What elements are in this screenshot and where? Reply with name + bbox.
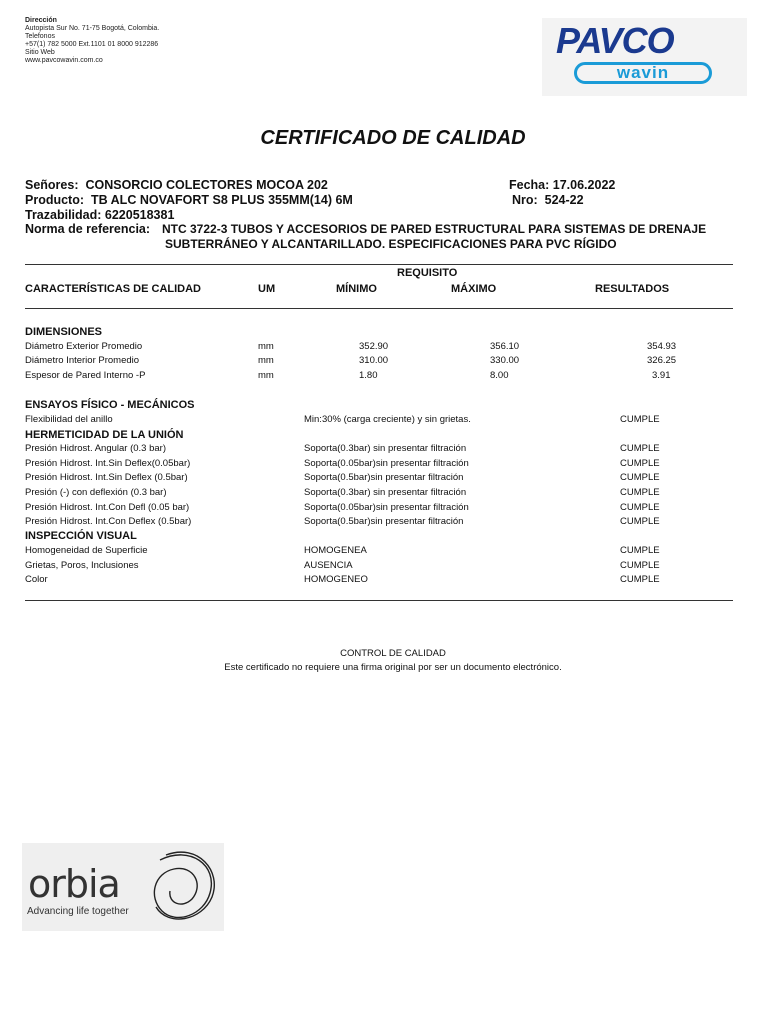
row-result: CUMPLE xyxy=(620,502,660,513)
row-requirement: Soporta(0.5bar)sin presentar filtración xyxy=(304,516,464,527)
row-name: Flexibilidad del anillo xyxy=(25,414,113,425)
row-name: Presión Hidrost. Int.Sin Deflex (0.5bar) xyxy=(25,472,188,483)
row-name: Espesor de Pared Interno -P xyxy=(25,370,146,381)
row-max: 356.10 xyxy=(490,341,520,352)
col-maximo: MÁXIMO xyxy=(451,283,497,295)
row-max: 8.00 xyxy=(490,370,509,381)
table-row xyxy=(0,545,768,559)
nro-label: Nro: xyxy=(512,193,538,207)
row-result: 354.93 xyxy=(647,341,677,352)
row-um: mm xyxy=(258,355,274,366)
row-max: 330.00 xyxy=(490,355,520,366)
trazabilidad-line xyxy=(25,208,174,222)
row-result: CUMPLE xyxy=(620,516,660,527)
row-min: 1.80 xyxy=(359,370,378,381)
quality-control-label: CONTROL DE CALIDAD xyxy=(340,648,446,659)
row-requirement: Min:30% (carga creciente) y sin grietas. xyxy=(304,414,471,425)
row-name: Homogeneidad de Superficie xyxy=(25,545,148,556)
web-label: Sitio Web xyxy=(25,49,55,56)
norma-label: Norma de referencia: xyxy=(25,222,151,236)
section-dimensiones: DIMENSIONES xyxy=(25,326,103,338)
col-minimo: MÍNIMO xyxy=(336,283,377,295)
row-name: Presión Hidrost. Angular (0.3 bar) xyxy=(25,443,166,454)
row-result: CUMPLE xyxy=(620,443,660,454)
orbia-tagline: Advancing life together xyxy=(27,906,129,917)
col-resultados: RESULTADOS xyxy=(595,283,670,295)
producto-label: Producto: xyxy=(25,193,85,207)
row-requirement: Soporta(0.5bar)sin presentar filtración xyxy=(304,472,464,483)
divider-top xyxy=(25,264,733,265)
row-requirement: HOMOGENEA xyxy=(304,545,367,556)
row-result: CUMPLE xyxy=(620,560,660,571)
table-row xyxy=(0,370,768,384)
table-row xyxy=(0,472,768,486)
orbia-logo-text: orbia xyxy=(28,862,120,906)
senores-value: CONSORCIO COLECTORES MOCOA 202 xyxy=(85,178,328,192)
row-requirement: Soporta(0.05bar)sin presentar filtración xyxy=(304,458,469,469)
row-name: Presión Hidrost. Int.Con Deflex (0.5bar) xyxy=(25,516,192,527)
norma-line-1: NTC 3722-3 TUBOS Y ACCESORIOS DE PARED ESTRUCTURAL PARA SISTEMAS DE DRENAJE xyxy=(162,222,707,236)
row-result: CUMPLE xyxy=(620,458,660,469)
table-row xyxy=(0,487,768,501)
web-text: www.pavcowavin.com.co xyxy=(25,57,103,64)
row-requirement: Soporta(0.05bar)sin presentar filtración xyxy=(304,502,469,513)
row-requirement: HOMOGENEO xyxy=(304,574,368,585)
divider-header xyxy=(25,308,733,309)
divider-bottom xyxy=(25,600,733,601)
fecha-value: 17.06.2022 xyxy=(552,178,616,192)
col-requisito: REQUISITO xyxy=(397,267,458,279)
row-name: Presión Hidrost. Int.Con Defl (0.05 bar) xyxy=(25,502,190,513)
table-row xyxy=(0,443,768,457)
row-result: CUMPLE xyxy=(620,472,660,483)
phones-text: +57(1) 782 5000 Ext.1101 01 8000 912286 xyxy=(25,41,159,48)
nro-value: 524-22 xyxy=(544,193,584,207)
wavin-logo-text: wavin xyxy=(616,63,670,82)
row-min: 352.90 xyxy=(359,341,389,352)
table-row xyxy=(0,341,768,355)
row-min: 310.00 xyxy=(359,355,389,366)
table-row xyxy=(0,502,768,516)
electronic-note: Este certificado no requiere una firma original por ser un documento electrónico. xyxy=(224,662,562,673)
producto-value: TB ALC NOVAFORT S8 PLUS 355MM(14) 6M xyxy=(90,193,353,207)
row-name: Presión (-) con deflexión (0.3 bar) xyxy=(25,487,167,498)
row-name: Grietas, Poros, Inclusiones xyxy=(25,560,139,571)
table-row xyxy=(0,414,768,428)
row-um: mm xyxy=(258,370,274,381)
table-row xyxy=(0,355,768,369)
row-result: CUMPLE xyxy=(620,545,660,556)
row-name: Diámetro Interior Promedio xyxy=(25,355,140,366)
row-name: Color xyxy=(25,574,48,585)
row-result: 3.91 xyxy=(652,370,671,381)
col-caracteristicas: CARACTERÍSTICAS DE CALIDAD xyxy=(25,283,201,295)
row-result: CUMPLE xyxy=(620,487,660,498)
trazabilidad-value: 6220518381 xyxy=(104,208,175,222)
row-name: Diámetro Exterior Promedio xyxy=(25,341,143,352)
row-um: mm xyxy=(258,341,274,352)
row-requirement: AUSENCIA xyxy=(304,560,353,571)
norma-line-2: SUBTERRÁNEO Y ALCANTARILLADO. ESPECIFICACIONES PARA PVC RÍGIDO xyxy=(165,237,617,251)
row-result: 326.25 xyxy=(647,355,677,366)
orbia-swirl-icon xyxy=(140,845,222,927)
fecha-line xyxy=(509,178,615,192)
table-row xyxy=(0,458,768,472)
senores-label: Señores: xyxy=(25,178,79,192)
section-inspeccion: INSPECCIÓN VISUAL xyxy=(25,530,137,542)
col-um: UM xyxy=(258,283,276,295)
phones-label: Telefonos xyxy=(25,33,55,40)
wavin-logo-oval xyxy=(574,62,712,84)
page-title: CERTIFICADO DE CALIDAD xyxy=(260,127,526,149)
row-name: Presión Hidrost. Int.Sin Deflex(0.05bar) xyxy=(25,458,191,469)
table-row xyxy=(0,560,768,574)
row-requirement: Soporta(0.3bar) sin presentar filtración xyxy=(304,487,467,498)
trazabilidad-label: Trazabilidad: xyxy=(25,208,102,222)
pavco-logo-text: PAVCO xyxy=(556,20,674,61)
senores-line xyxy=(25,178,328,192)
row-result: CUMPLE xyxy=(620,414,660,425)
row-requirement: Soporta(0.3bar) sin presentar filtración xyxy=(304,443,467,454)
producto-line xyxy=(25,193,353,207)
nro-line xyxy=(512,193,584,207)
section-ensayos: ENSAYOS FÍSICO - MECÁNICOS xyxy=(25,399,195,411)
fecha-label: Fecha: xyxy=(509,178,550,192)
section-hermeticidad: HERMETICIDAD DE LA UNIÓN xyxy=(25,429,184,441)
address-text: Autopista Sur No. 71-75 Bogotá, Colombia. xyxy=(25,25,160,32)
contact-block xyxy=(25,17,159,65)
table-row xyxy=(0,516,768,530)
address-label: Dirección xyxy=(25,17,57,24)
table-row xyxy=(0,574,768,588)
row-result: CUMPLE xyxy=(620,574,660,585)
